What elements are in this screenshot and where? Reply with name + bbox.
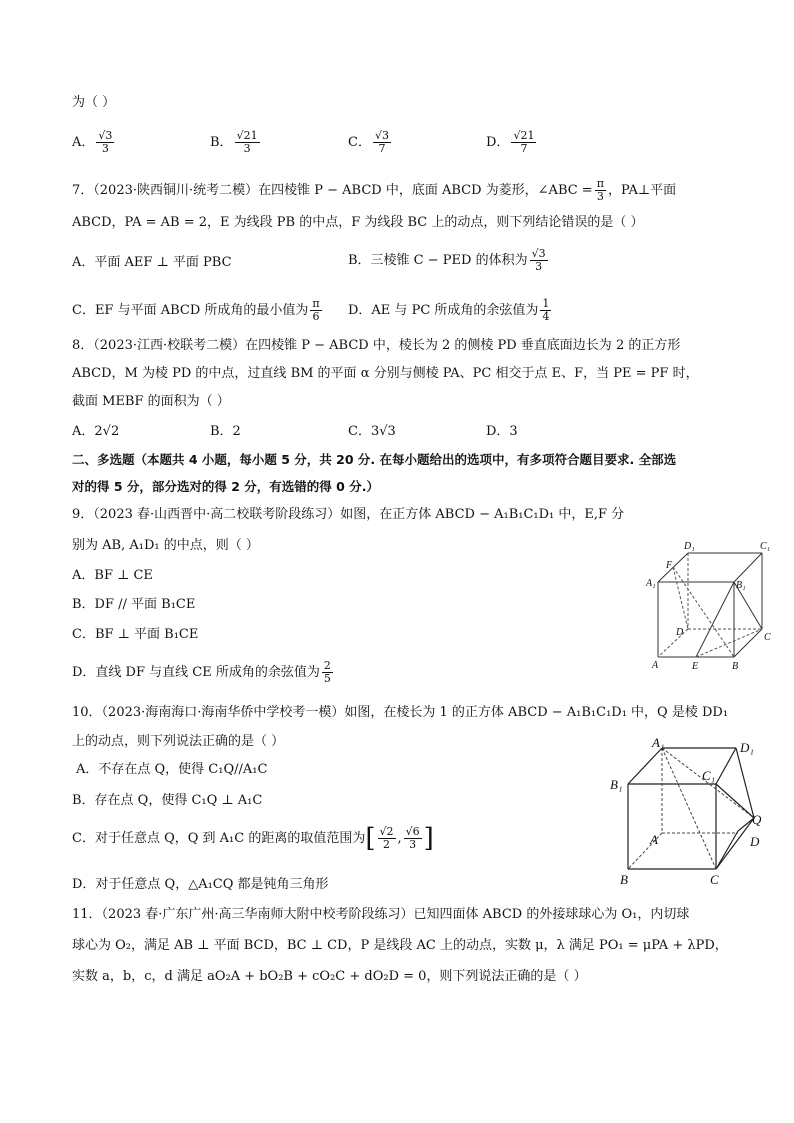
fraction: $\frac{√21}{7}$ [513,129,535,155]
fraction: $\frac{1}{4}$ [542,297,550,323]
q8-stem-line2: ABCD，M 为棱 PD 的中点，过直线 BM 的平面 α 分别与侧棱 PA、PC 相交于点 E、F，当 PE = PF 时， [72,366,699,381]
vertex-label: F [666,560,673,571]
intro-line: 为（ ） [72,95,116,110]
q9-option-c[interactable]: C．BF ⊥ 平面 B₁CE [72,627,199,642]
hidden-edge [662,748,754,818]
edge [696,582,734,657]
q10-option-c[interactable]: C．对于任意点 Q，Q 到 A₁C 的距离的取值范围为[ $\frac{√2}{2}$ , $\frac{√6}{3}$ ] [72,823,434,854]
vertex-label: D₁ [740,740,754,755]
vertex-label: A₁ [652,736,665,750]
vertex-label: E [692,661,699,672]
hidden-edge [673,567,734,657]
vertex-label: B [620,872,628,887]
vertex-label: Q [752,812,762,827]
q9-option-d[interactable]: D．直线 DF 与直线 CE 所成角的余弦值为 $\frac{2}{5}$ [72,659,331,685]
q7-stem-line2: ABCD，PA = AB = 2，E 为线段 PB 的中点，F 为线段 BC 上的动点，则下列结论错误的是（ ） [72,215,644,230]
q6-option-d[interactable] [486,130,538,155]
option-letter: A． [72,135,95,150]
edge [716,818,754,869]
option-letter: B． [210,135,233,150]
edge [734,553,762,582]
section-heading-line1: 二、多选题（本题共 4 小题，每小题 5 分，共 20 分. 在每小题给出的选项中，有多项符合题目要求. 全部选 [72,452,677,467]
q10-stem-line1: 10．（2023·海南海口·海南华侨中学校考一模）如图，在棱长为 1 的正方体 ABCD − A₁B₁C₁D₁ 中，Q 是棱 DD₁ [72,705,729,720]
fraction: $\frac{√6}{3}$ [405,825,420,851]
q9-cube-figure [640,536,780,676]
q7-option-c[interactable]: C．EF 与平面 ABCD 所成角的最小值为 $\frac{\pi}{6}$ [72,297,320,323]
q6-option-a[interactable] [72,130,116,155]
fraction: $\frac{2}{5}$ [323,659,331,685]
fraction: $\frac{\pi}{3}$ [596,177,604,203]
edge [628,748,662,784]
q10-option-d[interactable]: D．对于任意点 Q，△A₁CQ 都是钝角三角形 [72,877,329,892]
vertex-label: A [652,660,659,671]
vertex-label: C₁ [760,541,771,552]
q11-stem-line1: 11．（2023 春·广东广州·高三华南师大附中校考阶段练习）已知四面体 ABCD 的外接球球心为 O₁，内切球 [72,907,690,922]
edge [736,748,754,818]
q6-option-b[interactable] [210,130,262,155]
q7-option-d[interactable]: D．AE 与 PC 所成角的余弦值为 $\frac{1}{4}$ [348,297,550,323]
q7-option-b[interactable]: B．三棱锥 C − PED 的体积为 $\frac{√3}{3}$ [348,247,546,273]
option-letter: C． [348,135,371,150]
q8-option-a[interactable]: A．2√2 [72,424,120,439]
vertex-label: A [650,832,658,847]
q8-stem-line3: 截面 MEBF 的面积为（ ） [72,394,230,409]
vertex-label: C [710,872,719,887]
fraction: $\frac{√3}{7}$ [374,129,389,155]
fraction: $\frac{√2}{2}$ [379,825,394,851]
edge [716,831,738,869]
edge [716,748,736,784]
q10-stem-line2: 上的动点，则下列说法正确的是（ ） [72,734,285,749]
q8-stem-line1: 8．（2023·江西·校联考二模）在四棱锥 P − ABCD 中，棱长为 2 的侧棱 PD 垂直底面边长为 2 的正方形 [72,338,681,353]
vertex-label: D [750,834,760,849]
vertex-label: D [676,627,684,638]
hidden-edge [662,748,716,869]
q9-option-b[interactable]: B．DF // 平面 B₁CE [72,597,196,612]
q8-option-b[interactable]: B．2 [210,424,241,439]
q10-cube-figure [606,736,770,888]
vertex-label: B₁ [736,580,746,591]
q8-option-d[interactable]: D．3 [486,424,518,439]
q9-option-a[interactable]: A．BF ⊥ CE [72,568,153,583]
vertex-label: A₁ [646,578,656,589]
right-bracket: ] [423,823,434,854]
q10-option-b[interactable]: B．存在点 Q，使得 C₁Q ⊥ A₁C [72,793,263,808]
option-letter: D． [486,135,510,150]
vertex-label: C₁ [702,768,716,783]
hidden-edge [696,629,762,657]
q8-option-c[interactable]: C．3√3 [348,424,396,439]
q7-stem-line1: 7．（2023·陕西铜川·统考二模）在四棱锥 P − ABCD 中，底面 ABCD 为菱形，∠ABC = $\frac{\pi}{3}$ ，PA⊥平面 [72,177,677,203]
edge [734,629,762,657]
q9-stem-line1: 9．（2023 春·山西晋中·高二校联考阶段练习）如图，在正方体 ABCD − A₁B₁C₁D₁ 中，E,F 分 [72,507,625,522]
edge [716,784,754,818]
vertex-label: B [732,661,739,672]
q11-stem-line3: 实数 a，b，c，d 满足 aO₂A + bO₂B + cO₂C + dO₂D = 0，则下列说法正确的是（ ） [72,969,587,984]
vertex-label: C [764,632,771,643]
fraction: $\frac{√3}{3}$ [531,247,546,273]
fraction: $\frac{\pi}{6}$ [312,297,320,323]
q7-option-a[interactable]: A．平面 AEF ⊥ 平面 PBC [72,255,232,270]
q6-option-c[interactable] [348,130,393,155]
hidden-edge [673,567,688,629]
fraction: $\frac{√3}{3}$ [98,129,113,155]
fraction: $\frac{√21}{3}$ [236,129,258,155]
q11-stem-line2: 球心为 O₂，满足 AB ⊥ 平面 BCD，BC ⊥ CD，P 是线段 AC 上的动点，实数 μ，λ 满足 PO₁ = μPA + λPD， [72,938,728,953]
q10-option-a[interactable]: A．不存在点 Q，使得 C₁Q//A₁C [76,762,268,777]
section-heading-line2: 对的得 5 分，部分选对的得 2 分，有选错的得 0 分.） [72,479,379,494]
hidden-edge [658,629,688,657]
vertex-label: B₁ [610,777,623,792]
left-bracket: [ [365,823,376,854]
q9-stem-line2: 别为 AB, A₁D₁ 的中点，则（ ） [72,538,259,553]
vertex-label: D₁ [684,541,695,552]
